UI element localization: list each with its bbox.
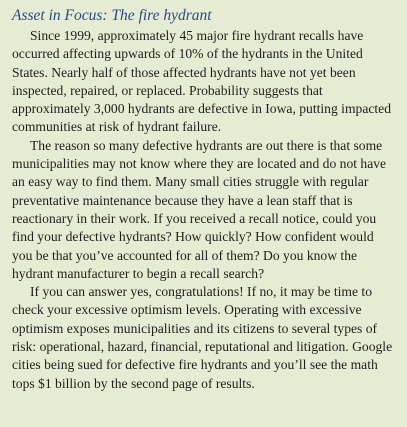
- paragraph-reasons: The reason so many defective hydrants are out there is that some municipalities may not know where they are located and do not have an easy way to find them. Many small cities struggle with regular preventative maintenance because they have a lean staff that is reactionary in their work. If you received a recall notice, could you find your defective hydrants? How quickly? How confident would you be that you’ve accounted for all of them? Do you know the hydrant manufacturer to begin a recall search?: [12, 137, 387, 281]
- paragraph-optimism: If you can answer yes, congratulations! If no, it may be time to check your excessive optimism levels. Operating with excessive optimism exposes municipalities and its citizens to several types of risk: operational, hazard, financial, reputational and litigation. Google cities being sued for defective fire hydrants and you’ll see the math tops $1 billion by the second page of results.: [12, 284, 393, 391]
- sidebar-title: Asset in Focus: The fire hydrant: [12, 7, 212, 24]
- paragraph-recalls: Since 1999, approximately 45 major fire hydrant recalls have occurred affecting upwards of 10% of the hydrants in the United States. Nearly half of those affected hydrants have not yet been inspected, repaired, or replaced. Probability suggests that approximately 3,000 hydrants are defective in Iowa, putting impacted communities at risk of hydrant failure.: [12, 28, 391, 135]
